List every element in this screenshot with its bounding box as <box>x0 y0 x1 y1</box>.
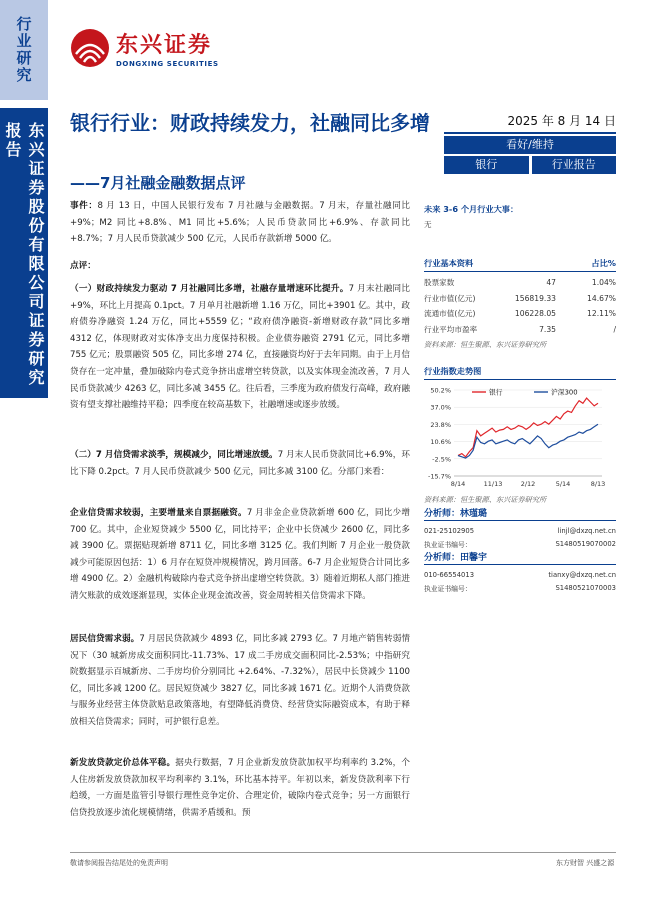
section-2-heading: （二）7 月信贷需求淡季，规模减少，同比增速放缓。 <box>70 450 278 460</box>
basic-info-table <box>424 275 616 337</box>
analyst-1-phone: 021-25102905 <box>424 526 475 535</box>
row-key: 股票家数 <box>424 278 455 288</box>
analyst-2-cert-label: 执业证书编号： <box>424 584 472 593</box>
section-1-text: 7 月末社融同比+9%，环比上月提高 0.1pct。7 月单月社融新增 1.16 万亿，同比+3901 亿。其中，政府债券净融资 1.24 万亿，同比+5559 亿；“政府债净融资-新增财政存款”同比多增 4312 亿，体现财政对实体净支出力度保持积极。企业债券融资 2791 亿元，同比多增 755 亿元；股票融资 505 亿，同比多增 274 亿，直接融资均好于去年同期。由于上月信贷存在一定冲量，叠加破除内卷式竞争挤出虚增空转贷款，以及实体现金流改善，7 月人民币贷款减少 4263 亿，同比多减 3455 亿。往后看，三季度为政府债发行高峰，政府融资有望支撑社融维持平稳；四季度在较高基数下，社融增速或逐步放缓。 <box>70 284 411 411</box>
household-credit-text: 7 月居民贷款减少 4893 亿，同比多减 2793 亿。7 月地产销售转弱情况下（30 城新房成交面积同比-11.73%、17 成二手房成交面积同比-2.53%；中指研究院数据显示百城新房、二手房均价分别同比 +2.64%、-7.32%），居民中长贷减少 1100 亿，同比多减 1200 亿。居民短贷减少 3827 亿，同比多减 1671 亿。近期个人消费贷款与服务业经营主体贷款贴息政策落地，有望降低消费贷、经营贷实际融资成本，有助于释放相关信贷需求；同时，可护银行息差。 <box>70 634 410 727</box>
x-tick-label: 11/13 <box>483 480 503 488</box>
analyst-1-cert-row <box>424 537 616 550</box>
event-label: 事件： <box>70 201 98 211</box>
corporate-credit-paragraph <box>70 505 410 605</box>
analyst-2-name: 分析师：田馨宇 <box>424 550 616 565</box>
series-line-hs300 <box>458 424 598 458</box>
analyst-2-cert: S1480521070003 <box>555 583 616 592</box>
analyst-1-name: 分析师：林瑾璐 <box>424 506 616 521</box>
report-date: 2025 年 8 月 14 日 <box>444 112 616 134</box>
x-tick-label: 8/13 <box>590 480 606 488</box>
series-line-bank <box>458 398 598 457</box>
basic-info-title: 行业基本资料 <box>424 258 474 268</box>
sidebar-category <box>0 0 48 100</box>
row-value: 7.35 <box>539 324 556 334</box>
row-key: 流通市值(亿元) <box>424 309 476 319</box>
legend-label: 银行 <box>489 388 503 397</box>
table-row <box>424 275 616 291</box>
section-2-paragraph <box>70 447 410 480</box>
analyst-1-contact <box>424 524 616 537</box>
comment-label-paragraph <box>70 258 410 275</box>
row-value: 47 <box>546 278 556 288</box>
basic-info-source: 资料来源：恒生聚源、东兴证券研究所 <box>424 340 547 349</box>
index-chart-title: 行业指数走势图 <box>424 366 482 376</box>
industry-index-chart-section <box>424 366 616 505</box>
row-share: / <box>613 324 616 334</box>
sidebar-company-label: 东兴证券股份有限公司证券研究报告 <box>3 122 45 388</box>
rating-badge: 看好/维持 <box>444 136 616 154</box>
industry-basic-info <box>424 258 616 350</box>
analyst-2 <box>424 550 616 594</box>
loan-pricing-paragraph <box>70 755 410 821</box>
analyst-1-cert: S1480519070002 <box>555 539 616 548</box>
index-chart-source: 资料来源：恒生聚源、东兴证券研究所 <box>424 495 547 504</box>
sidebar-company <box>0 108 48 398</box>
y-tick-label: -2.5% <box>432 455 451 464</box>
analyst-2-cert-row <box>424 581 616 594</box>
row-key: 行业平均市盈率 <box>424 324 478 334</box>
logo-mark-icon <box>70 28 110 68</box>
section-2-text: 7 月末人民币贷款同比+6.9%，环比下降 0.2pct。7 月人民币贷款减少 500 亿元，同比多减 3100 亿。分部门来看： <box>70 450 410 477</box>
legend-label: 沪深300 <box>551 388 578 397</box>
y-tick-label: 37.0% <box>430 403 451 412</box>
sidebar <box>0 0 48 898</box>
analyst-1 <box>424 506 616 550</box>
event-text: 8 月 13 日，中国人民银行发布 7 月社融与金融数据。7 月末，存量社融同比+9%；M2 同比+8.8%、M1 同比+5.6%；人民币贷款同比+6.9%、存款同比+8.7%；7 月人民币贷款减少 500 亿元，人民币存款新增 5000 亿。 <box>70 201 410 245</box>
analyst-2-email[interactable]: tianxy@dxzq.net.cn <box>548 570 616 579</box>
footer-slogan: 东方财智 兴盛之源 <box>556 859 615 867</box>
logo-cn-text: 东兴证券 <box>116 32 213 58</box>
company-logo <box>70 28 219 68</box>
corporate-credit-text: 7 月非金企业贷款新增 600 亿，同比少增 700 亿。其中，企业短贷减少 5500 亿，同比持平；企业中长贷减少 2600 亿，同比多减 3900 亿。票据贴现新增 8711 亿，同比多增 3125 亿。我们判断 7 月企业一般贷款减少可能原因包括：1）6 月存在短贷冲规模情况，跨月回落。6-7 月企业短贷合计同比多增 4900 亿。2）金融机构破除内卷式竞争挤出虚增空转贷款。3）随着近期私人部门推进清欠账款的成效逐渐显现，实体企业现金流改善，资金周转相关信贷需求下降。 <box>70 508 410 601</box>
loan-pricing-heading: 新发放贷款定价总体平稳。 <box>70 758 176 768</box>
y-tick-label: 50.2% <box>430 386 451 395</box>
event-paragraph <box>70 198 410 248</box>
basic-info-column: 占比% <box>591 258 616 268</box>
household-credit-paragraph <box>70 631 410 731</box>
table-row <box>424 291 616 307</box>
section-1-heading: （一）财政持续发力驱动 7 月社融同比多增，社融存量增速环比提升。 <box>70 284 349 294</box>
corporate-credit-heading: 企业信贷需求较弱，主要增量来自票据融资。 <box>70 508 247 518</box>
y-tick-label: 23.8% <box>430 420 451 429</box>
analyst-1-cert-label: 执业证书编号： <box>424 540 472 549</box>
row-key: 行业市值(亿元) <box>424 293 476 303</box>
report-subtitle: ——7月社融金融数据点评 <box>70 174 246 192</box>
report-info-box <box>444 112 616 174</box>
sidebar-category-label: 行业研究 <box>14 16 33 84</box>
table-row <box>424 306 616 322</box>
analyst-2-contact <box>424 568 616 581</box>
household-credit-heading: 居民信贷需求弱。 <box>70 634 140 644</box>
table-row <box>424 322 616 338</box>
upcoming-events <box>424 204 616 230</box>
upcoming-events-value: 无 <box>424 220 432 229</box>
row-value: 156819.33 <box>514 293 556 303</box>
row-share: 14.67% <box>587 293 616 303</box>
loan-pricing-text: 据央行数据，7 月企业新发放贷款加权平均利率约 3.2%，个人住房新发放贷款加权平均利率约 3.1%，环比基本持平。年初以来，新发贷款利率下行趋缓，一方面是监管引导银行理性竞争定价、合理定价，破除内卷式竞争；另一方面银行信贷投放逐步流化规模情绪，供需矛盾缓和。预 <box>70 758 410 818</box>
footer-disclaimer: 敬请参阅报告结尾处的免责声明 <box>70 859 168 867</box>
section-1-paragraph <box>70 281 410 414</box>
report-title: 银行行业：财政持续发力，社融同比多增 <box>70 111 430 135</box>
industry-index-chart <box>424 384 616 492</box>
analyst-2-phone: 010-66554013 <box>424 570 475 579</box>
upcoming-events-title: 未来 3-6 个月行业大事： <box>424 204 519 214</box>
y-tick-label: -15.7% <box>428 472 451 481</box>
x-tick-label: 8/14 <box>450 480 466 488</box>
row-share: 12.11% <box>587 309 616 319</box>
analyst-1-email[interactable]: linjl@dxzq.net.cn <box>557 526 616 535</box>
footer-divider <box>70 852 616 853</box>
y-tick-label: 10.6% <box>430 438 451 447</box>
logo-en-text: DONGXING SECURITIES <box>116 60 219 68</box>
row-value: 106228.05 <box>514 309 556 319</box>
row-share: 1.04% <box>591 278 616 288</box>
comment-label: 点评： <box>70 261 96 271</box>
x-tick-label: 2/12 <box>520 480 536 488</box>
x-tick-label: 5/14 <box>555 480 571 488</box>
report-type-tag: 行业报告 <box>532 156 617 174</box>
industry-tag: 银行 <box>444 156 529 174</box>
